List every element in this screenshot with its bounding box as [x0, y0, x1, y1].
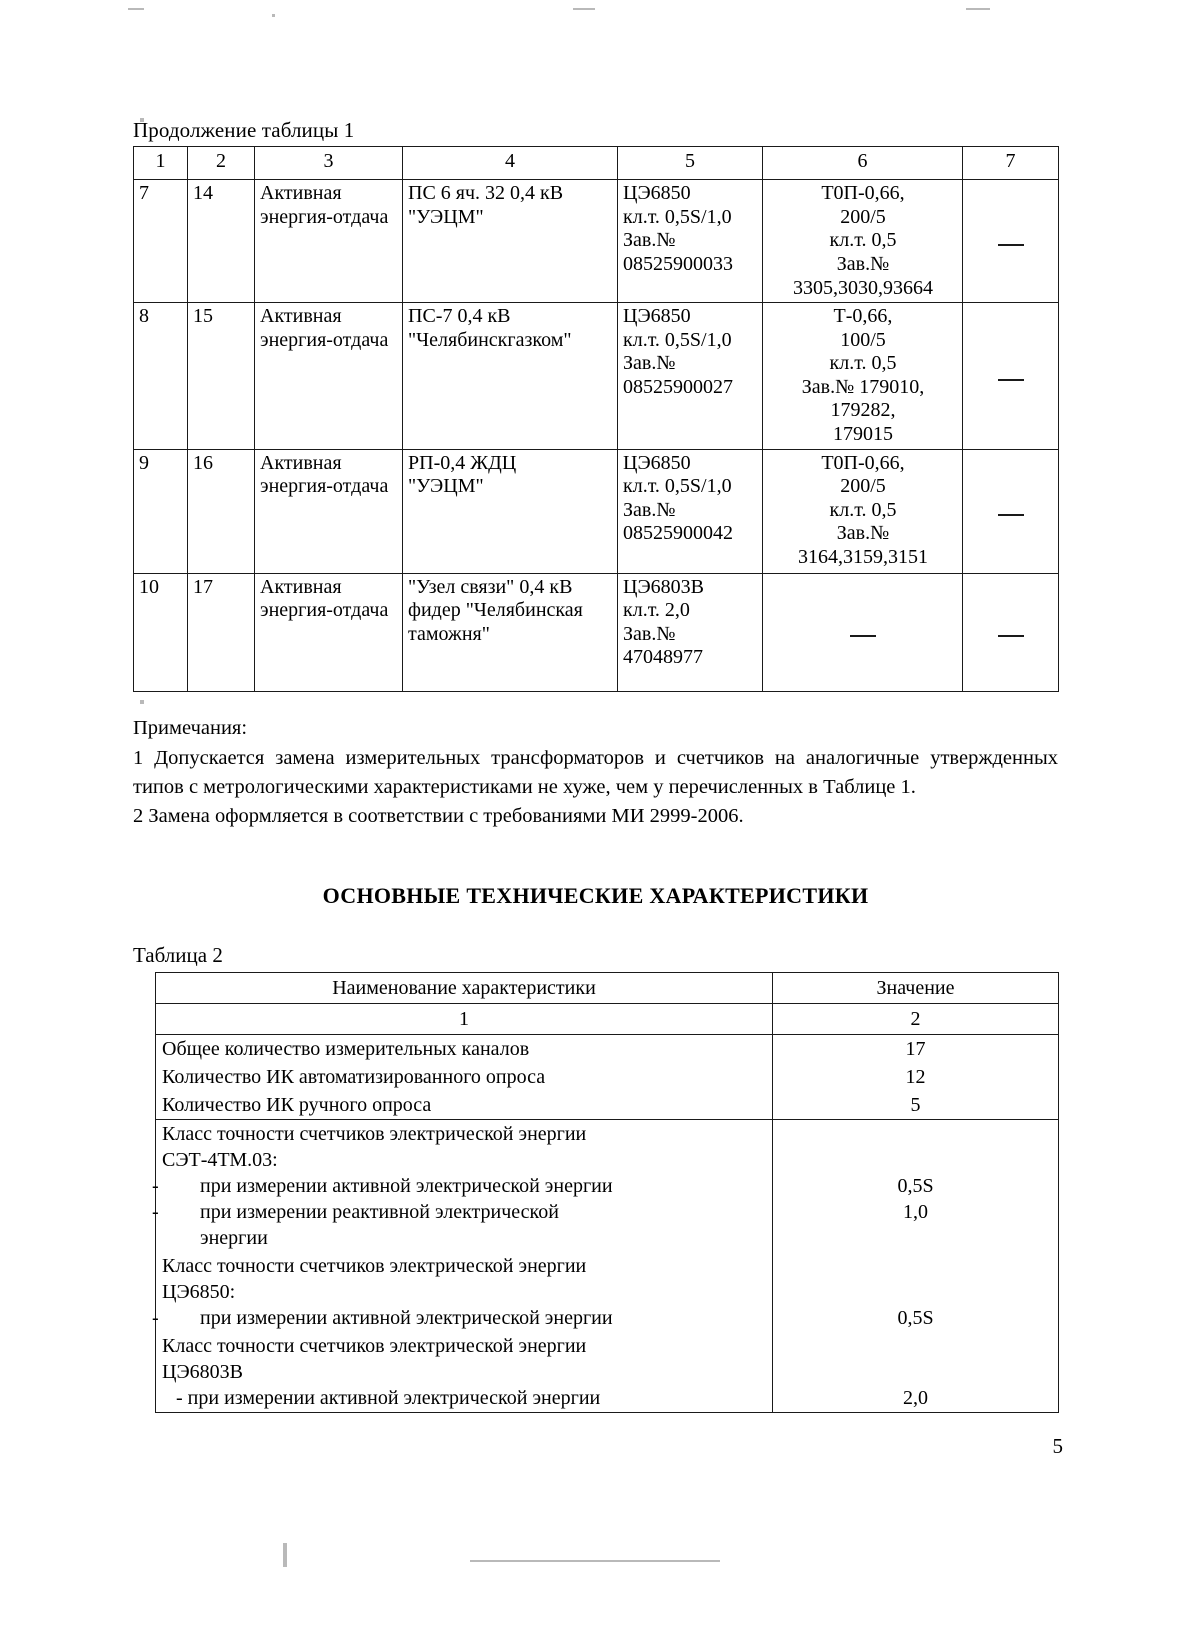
- sub-item-label: при измерении активной электрической энергии: [200, 1175, 613, 1198]
- sub-item: [152, 1305, 766, 1331]
- cell-voltage-transformer: [963, 303, 1059, 450]
- characteristic-value: 17: [773, 1035, 1059, 1064]
- dash-bullet-icon: -: [152, 1175, 159, 1198]
- table-row: [134, 573, 1059, 691]
- cell-current-transformer: [763, 573, 963, 691]
- line: Т-0,66,: [833, 305, 893, 328]
- table-row: [134, 303, 1059, 450]
- line: Зав.№: [623, 229, 676, 252]
- note-item-1: 1 Допускается замена измерительных трансформаторов и счетчиков на аналогичные утвержденных типов с метрологическими характеристиками не хуже, чем у перечисленных в Таблице 1.: [133, 746, 1058, 798]
- line: "Узел связи" 0,4 кВ: [408, 575, 573, 598]
- line: кл.т. 2,0: [623, 599, 690, 622]
- line: Зав.№: [836, 252, 890, 275]
- cell-current-transformer: [763, 303, 963, 450]
- scan-artifact: [128, 8, 144, 10]
- table-row-group-ce6850: [156, 1252, 1059, 1332]
- scan-artifact: [272, 14, 275, 17]
- cell-location: [403, 449, 618, 573]
- dash-icon: [998, 504, 1024, 516]
- cell-channel: 16: [188, 449, 255, 573]
- characteristic-name: [156, 1332, 773, 1413]
- line: 179015: [833, 423, 893, 446]
- characteristic-name: [152, 1252, 773, 1332]
- characteristic-value-group: [773, 1120, 1059, 1253]
- cell-meter: [618, 449, 763, 573]
- spacer: [779, 1121, 1052, 1147]
- cell-measured-quantity: [255, 449, 403, 573]
- line: Зав.№: [836, 522, 890, 545]
- cell-index: 10: [134, 573, 188, 691]
- cell-location: [403, 303, 618, 450]
- cell-index: 7: [134, 180, 188, 303]
- table-row-group-set4tm: [156, 1120, 1059, 1253]
- line: Активная: [260, 182, 342, 205]
- dash-icon: [998, 369, 1024, 381]
- table2-header-value: Значение: [773, 973, 1059, 1004]
- cell-meter: [618, 573, 763, 691]
- table1-colnum: 7: [963, 147, 1059, 180]
- table2: [152, 972, 1059, 1413]
- line: ЦЭ6850: [623, 305, 691, 328]
- cell-channel: 15: [188, 303, 255, 450]
- scan-artifact: [966, 8, 990, 10]
- spacer: [779, 1147, 1052, 1173]
- cell-measured-quantity: [255, 573, 403, 691]
- table-row: [134, 449, 1059, 573]
- table2-header-name: Наименование характеристики: [156, 973, 773, 1004]
- value-line: 0,5S: [897, 1307, 934, 1330]
- line: ЦЭ6850:: [162, 1281, 236, 1304]
- value-line: 0,5S: [897, 1175, 934, 1198]
- line: ПС 6 яч. 32 0,4 кВ: [408, 182, 564, 205]
- scan-artifact: [283, 1543, 287, 1567]
- line: 3164,3159,3151: [798, 546, 928, 569]
- cell-voltage-transformer: [963, 180, 1059, 303]
- cell-voltage-transformer: [963, 573, 1059, 691]
- dash-icon: [998, 625, 1024, 637]
- characteristic-value-group: [773, 1252, 1059, 1332]
- line: Класс точности счетчиков электрической энергии: [162, 1335, 587, 1358]
- line: 08525900042: [623, 522, 733, 545]
- table-row: [156, 1035, 1059, 1064]
- line: ЦЭ6850: [623, 182, 691, 205]
- dash-icon: [998, 234, 1024, 246]
- cell-measured-quantity: [255, 303, 403, 450]
- line: фидер "Челябинская: [408, 599, 583, 622]
- table1-colnum: 4: [403, 147, 618, 180]
- table1-colnum: 3: [255, 147, 403, 180]
- table2-wrapper: [152, 972, 1058, 1413]
- cell-location: [403, 573, 618, 691]
- cell-channel: 17: [188, 573, 255, 691]
- line: 3305,3030,93664: [793, 276, 933, 299]
- line: Зав.№: [623, 498, 676, 521]
- table-row: [156, 1063, 1059, 1091]
- cell-current-transformer: [763, 180, 963, 303]
- line: Т0П-0,66,: [821, 182, 905, 205]
- sub-item: - при измерении активной электрической энергии: [176, 1387, 601, 1410]
- sub-item: [152, 1173, 766, 1199]
- table1-colnum: 2: [188, 147, 255, 180]
- line: кл.т. 0,5: [829, 498, 897, 521]
- notes-title: Примечания:: [133, 716, 248, 739]
- line: Активная: [260, 305, 342, 328]
- line: ЦЭ6803В: [162, 1361, 243, 1384]
- line: кл.т. 0,5S/1,0: [623, 328, 732, 351]
- line: "УЭЦМ": [408, 205, 484, 228]
- characteristic-name: Количество ИК автоматизированного опроса: [156, 1063, 773, 1091]
- table2-column-number-row: [156, 1004, 1059, 1035]
- line: Активная: [260, 575, 342, 598]
- cell-voltage-transformer: [963, 449, 1059, 573]
- cell-index: 8: [134, 303, 188, 450]
- line: ЦЭ6850: [623, 451, 691, 474]
- characteristic-name: [152, 1120, 773, 1253]
- sub-item-label: при измерении реактивной электрической: [200, 1201, 559, 1224]
- table1-colnum: 1: [134, 147, 188, 180]
- line: Класс точности счетчиков электрической энергии: [162, 1123, 587, 1146]
- line: "УЭЦМ": [408, 475, 484, 498]
- line: СЭТ-4ТМ.03:: [162, 1149, 278, 1172]
- line: энергия-отдача: [260, 328, 389, 351]
- scan-artifact: [470, 1560, 720, 1562]
- table1-column-number-row: [134, 147, 1059, 180]
- sub-item-label: при измерении активной электрической энергии: [200, 1307, 613, 1330]
- line: Т0П-0,66,: [821, 451, 905, 474]
- line: кл.т. 0,5S/1,0: [623, 205, 732, 228]
- dash-bullet-icon: -: [152, 1307, 159, 1330]
- line: 200/5: [840, 205, 886, 228]
- table-row: [156, 1091, 1059, 1120]
- spacer: [779, 1279, 1052, 1305]
- page-content: [133, 118, 1058, 1413]
- line: кл.т. 0,5S/1,0: [623, 475, 732, 498]
- characteristic-value: 5: [773, 1091, 1059, 1120]
- line: РП-0,4 ЖДЦ: [408, 451, 517, 474]
- table1: [133, 146, 1059, 692]
- characteristic-name: Количество ИК ручного опроса: [156, 1091, 773, 1120]
- notes-block: [133, 714, 1058, 831]
- value-line: 1,0: [903, 1201, 928, 1224]
- cell-index: 9: [134, 449, 188, 573]
- line: 179282,: [830, 399, 896, 422]
- note-item-2: 2 Замена оформляется в соответствии с требованиями МИ 2999-2006.: [133, 805, 744, 827]
- line: кл.т. 0,5: [829, 229, 897, 252]
- cell-meter: [618, 180, 763, 303]
- table2-caption: Таблица 2: [133, 943, 223, 968]
- line: энергия-отдача: [260, 205, 389, 228]
- cell-current-transformer: [763, 449, 963, 573]
- dash-icon: [850, 625, 876, 637]
- cell-measured-quantity: [255, 180, 403, 303]
- line: 08525900027: [623, 375, 733, 398]
- line: Зав.№: [623, 352, 676, 375]
- line: Активная: [260, 451, 342, 474]
- line: 100/5: [840, 328, 886, 351]
- characteristic-name: Общее количество измерительных каналов: [156, 1035, 773, 1064]
- table-row-group-ce6803v: [156, 1332, 1059, 1413]
- line: Класс точности счетчиков электрической энергии: [162, 1255, 587, 1278]
- line: кл.т. 0,5: [829, 352, 897, 375]
- line: ЦЭ6803В: [623, 575, 704, 598]
- table1-caption: Продолжение таблицы 1: [133, 118, 355, 142]
- spacer: [779, 1333, 1052, 1359]
- line: Зав.№ 179010,: [801, 375, 925, 398]
- line: ПС-7 0,4 кВ: [408, 305, 511, 328]
- table-row: [134, 180, 1059, 303]
- scan-artifact: [573, 8, 595, 10]
- line: 08525900033: [623, 252, 733, 275]
- page-number: 5: [1052, 1434, 1063, 1458]
- line: энергия-отдача: [260, 475, 389, 498]
- value-line: 2,0: [903, 1387, 928, 1410]
- table2-colnum: 1: [156, 1004, 773, 1035]
- line: таможня": [408, 622, 490, 645]
- dash-bullet-icon: -: [152, 1201, 159, 1224]
- cell-meter: [618, 303, 763, 450]
- cell-channel: 14: [188, 180, 255, 303]
- line: "Челябинскгазком": [408, 328, 572, 351]
- table1-colnum: 5: [618, 147, 763, 180]
- spacer: [779, 1253, 1052, 1279]
- line: Зав.№: [623, 622, 676, 645]
- line: 200/5: [840, 475, 886, 498]
- table2-colnum: 2: [773, 1004, 1059, 1035]
- line: 47048977: [623, 646, 703, 669]
- line: энергия-отдача: [260, 599, 389, 622]
- cell-location: [403, 180, 618, 303]
- table1-colnum: 6: [763, 147, 963, 180]
- sub-item: [152, 1199, 766, 1225]
- table2-header-row: [156, 973, 1059, 1004]
- characteristic-value: 12: [773, 1063, 1059, 1091]
- characteristic-value-group: [773, 1332, 1059, 1413]
- spacer: [779, 1359, 1052, 1385]
- sub-item-continuation: энергии: [200, 1227, 268, 1250]
- section-heading: ОСНОВНЫЕ ТЕХНИЧЕСКИЕ ХАРАКТЕРИСТИКИ: [322, 883, 869, 909]
